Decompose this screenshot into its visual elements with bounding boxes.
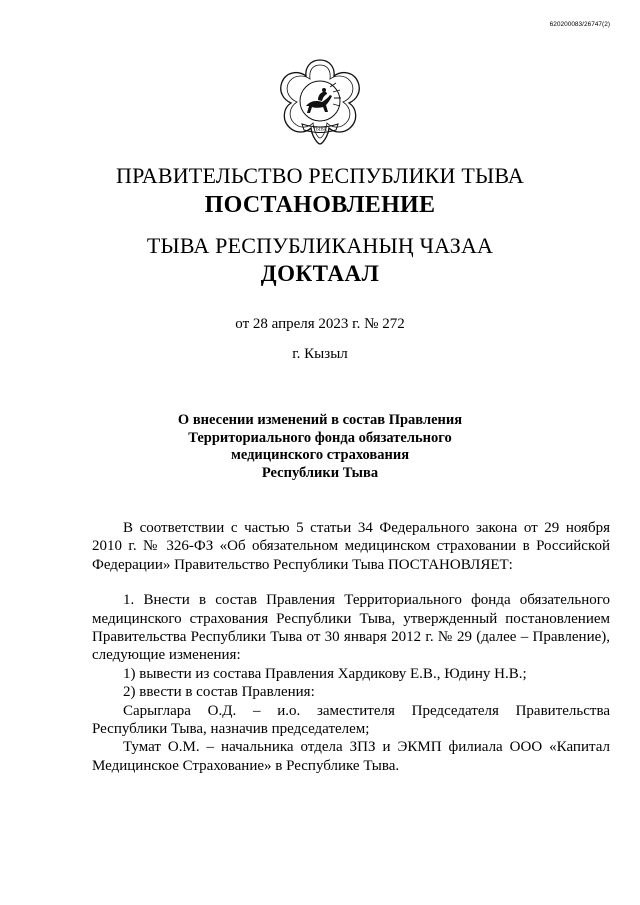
government-name-tyva: ТЫВА РЕСПУБЛИКАНЫҢ ЧАЗАА (146, 233, 494, 258)
decree-city: г. Кызыл (292, 346, 348, 362)
new-member-2: Тумат О.М. – начальника отдела ЗПЗ и ЭКМП филиала ООО «Капитал Медицинское Страхование» в Республике Тыва. (92, 739, 610, 774)
decree-title-tyva: ДОКТААЛ (260, 261, 380, 286)
emblem-inscription: ТЫВА (312, 127, 328, 133)
new-member-1: Сарыглара О.Д. – и.о. заместителя Председателя Правительства Республики Тыва, назначив председателем; (92, 702, 610, 738)
clause-1-item-2: 2) ввести в состав Правления: (123, 684, 315, 701)
government-name: ПРАВИТЕЛЬСТВО РЕСПУБЛИКИ ТЫВА (116, 163, 524, 188)
clause-1-item-1: 1) вывести из состава Правления Хардикову Е.В., Юдину Н.В.; (123, 665, 527, 682)
decree-title: ПОСТАНОВЛЕНИЕ (204, 192, 436, 218)
decree-subject (100, 412, 540, 482)
preamble-paragraph: В соответствии с частью 5 статьи 34 Федерального закона от 29 ноября 2010 г. № 326-ФЗ «Об обязательном медицинском страховании в Российской Федерации» Правительство Республики Тыва ПОСТАНОВЛЯЕТ: (92, 520, 610, 573)
decree-body (92, 519, 610, 775)
clause-1-paragraph: 1. Внести в состав Правления Территориального фонда обязательного медицинского страхования Республики Тыва, утвержденный постановлением Правительства Республики Тыва от 30 января 2012 г. № 29 (далее – Правление), следующие изменения: (92, 592, 610, 664)
tyva-emblem-icon (272, 54, 368, 150)
decree-date-number: от 28 апреля 2023 г. № 272 (235, 316, 405, 332)
subject-line-2: Территориального фонда обязательного (188, 429, 452, 446)
subject-line-3: медицинского страхования (230, 447, 410, 463)
document-number: 620200083/26747(2) (549, 21, 610, 28)
subject-line-4: Республики Тыва (261, 464, 379, 481)
subject-line-1: О внесении изменений в состав Правления (177, 412, 463, 428)
